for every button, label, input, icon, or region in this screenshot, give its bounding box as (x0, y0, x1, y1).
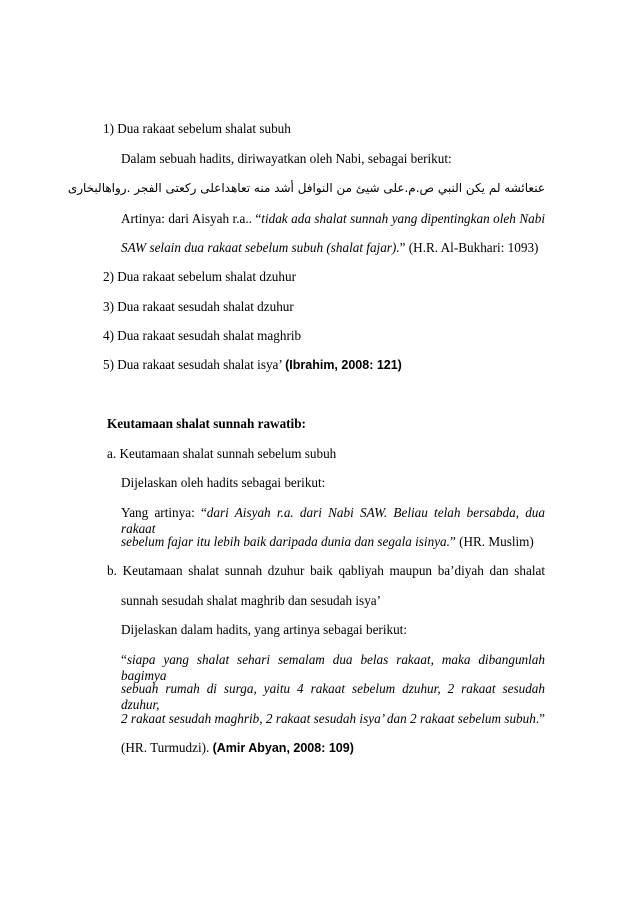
artinya-line-2 (121, 240, 538, 256)
artinya-italic-1: tidak ada shalat sunnah yang dipentingkan oleh Nabi (261, 211, 545, 226)
quote-italic-2: sebelum fajar itu lebih baik daripada dunia dan segala isinya. (121, 534, 450, 549)
artinya-line-1 (121, 211, 545, 227)
quote-suffix: ” (HR. Muslim) (449, 534, 534, 549)
point-b-reference (121, 740, 354, 756)
citation-ibrahim: (Ibrahim, 2008: 121) (285, 358, 402, 372)
b-quote-italic-3: 2 rakaat sesudah maghrib, 2 rakaat sesudah isya’ dan 2 rakaat sebelum subuh (121, 711, 536, 726)
point-a-label: a. Keutamaan shalat sunnah sebelum subuh (107, 446, 337, 461)
point-b-quote-line-2: sebuah rumah di surga, yaitu 4 rakaat sebelum dzuhur, 2 rakaat sesudah dzuhur, (121, 681, 545, 712)
artinya-suffix: ” (H.R. Al-Bukhari: 1093) (399, 240, 539, 255)
reference-turmudzi: (HR. Turmudzi). (121, 740, 213, 755)
artinya-italic-2: SAW selain dua rakaat sebelum subuh (shalat fajar). (121, 240, 400, 255)
quote-prefix: Yang artinya: “ (121, 505, 207, 520)
list-item-3: 3) Dua rakaat sesudah shalat dzuhur (103, 299, 294, 314)
list-item-2: 2) Dua rakaat sebelum shalat dzuhur (103, 269, 296, 284)
list-item-4: 4) Dua rakaat sesudah shalat maghrib (103, 328, 302, 343)
point-b-label-line-2: sunnah sesudah shalat maghrib dan sesudah isya’ (121, 593, 382, 608)
quote-italic-1: dari Aisyah r.a. dari Nabi SAW. Beliau telah bersabda, dua rakaat (121, 505, 545, 536)
section-heading: Keutamaan shalat sunnah rawatib: (107, 416, 306, 431)
list-item-1: 1) Dua rakaat sebelum shalat subuh (103, 121, 291, 136)
point-a-quote-line-2 (121, 534, 534, 550)
artinya-prefix: Artinya: dari Aisyah r.a.. “ (121, 211, 262, 226)
point-a-quote-line-1 (121, 505, 545, 537)
quote-close: .” (535, 711, 545, 726)
arabic-hadith: عنعائشه لم يكن النبي ص.م.على شيئ من النوافل أشد منه تعاهداعلى ركعتى الفجر .رواهالبخارى (67, 181, 545, 195)
citation-amir-abyan: (Amir Abyan, 2008: 109) (212, 741, 354, 755)
point-b-label-line-1: b. Keutamaan shalat sunnah dzuhur baik qabliyah maupun ba’diyah dan shalat (107, 563, 545, 578)
b-quote-italic-1: siapa yang shalat sehari semalam dua belas rakaat, maka dibangunlah bagimya (121, 652, 545, 683)
list-item-5-text: 5) Dua rakaat sesudah shalat isya’ (103, 357, 286, 372)
hadith-intro: Dalam sebuah hadits, diriwayatkan oleh Nabi, sebagai berikut: (121, 151, 452, 166)
point-b-quote-line-1 (121, 652, 545, 684)
point-a-intro: Dijelaskan oleh hadits sebagai berikut: (121, 475, 326, 490)
quote-open: “ (121, 652, 127, 667)
point-b-quote-line-3 (121, 711, 545, 727)
list-item-5 (103, 357, 402, 373)
point-b-intro: Dijelaskan dalam hadits, yang artinya sebagai berikut: (121, 622, 408, 637)
